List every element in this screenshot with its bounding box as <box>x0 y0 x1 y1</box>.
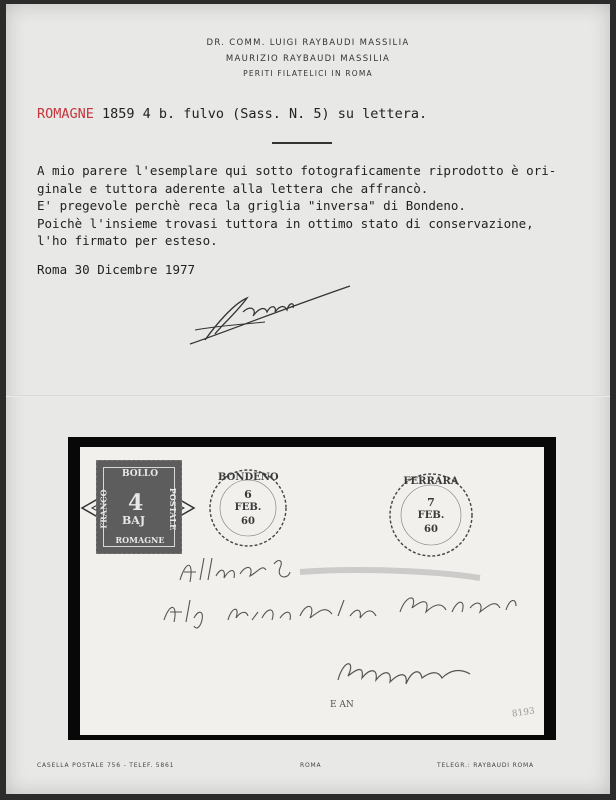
signature <box>185 282 355 352</box>
title-country: ROMAGNE <box>37 106 94 122</box>
postmark-right-day: 7 <box>427 496 435 509</box>
stamp-left-text: FRANCO <box>98 489 109 529</box>
letterhead-line-1: DR. COMM. LUIGI RAYBAUDI MASSILIA <box>206 38 410 48</box>
stamp-unit: BAJ <box>122 514 146 527</box>
footer-city: ROMA <box>300 762 322 769</box>
postage-stamp <box>96 460 182 554</box>
marginal-note-left: E AN <box>330 700 354 710</box>
certificate-body <box>37 162 556 250</box>
postmark-left-year: 60 <box>241 516 255 527</box>
letterhead-line-3: PERITI FILATELICI IN ROMA <box>243 69 373 78</box>
footer-telegram: TELEGR.: RAYBAUDI ROMA <box>437 762 534 769</box>
postmark-left-town: BONDENO <box>218 472 279 483</box>
body-line-1: A mio parere l'esemplare qui sotto fotograficamente riprodotto è ori- <box>37 163 557 178</box>
certificate-title <box>37 106 427 122</box>
separator-rule <box>272 142 332 144</box>
fold-line <box>6 395 610 397</box>
body-line-4: Poichè l'insieme trovasi tuttora in ottimo stato di conservazione, <box>37 215 534 231</box>
marginal-note-right: 8193 <box>511 706 536 720</box>
body-line-2: ginale e tuttora aderente alla lettera che affrancò. <box>37 180 429 196</box>
stamp-top-text: BOLLO <box>121 469 159 479</box>
stamp-right-text: POSTALE <box>167 487 178 531</box>
stamp-frame <box>98 467 178 547</box>
footer-postal-box: CASELLA POSTALE 756 - TELEF. 5861 <box>37 762 175 769</box>
body-line-3: E' pregevole perchè reca la griglia "inversa" di Bondeno. <box>37 198 466 214</box>
handwritten-address <box>150 550 570 730</box>
postmark-right-year: 60 <box>424 524 438 535</box>
postmark-right-month: FEB. <box>417 510 445 521</box>
certificate-date: Roma 30 Dicembre 1977 <box>37 262 196 277</box>
postmark-left-month: FEB. <box>234 502 262 513</box>
body-line-5: l'ho firmato per esteso. <box>37 233 218 249</box>
stamp-value: 4 <box>128 490 144 516</box>
letterhead-line-2: MAURIZIO RAYBAUDI MASSILIA <box>225 54 391 64</box>
postmark-left-day: 6 <box>244 488 252 501</box>
postmark-right-town: FERRARA <box>403 476 459 487</box>
title-description: 1859 4 b. fulvo (Sass. N. 5) su lettera. <box>93 106 428 122</box>
stamp-bottom-text: ROMAGNE <box>115 535 165 545</box>
